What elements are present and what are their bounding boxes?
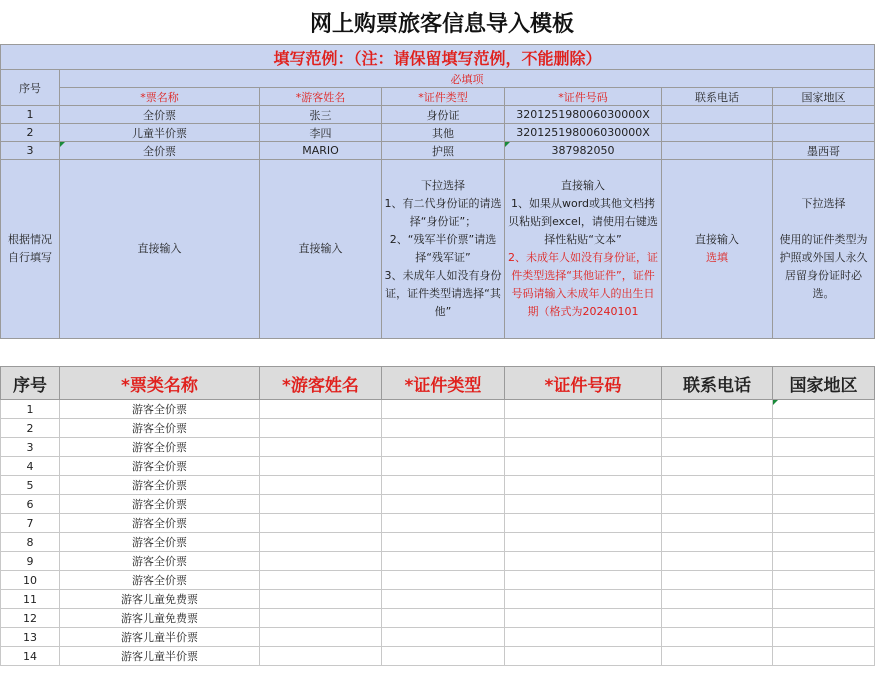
cell-ticket[interactable]: 游客儿童免费票 — [60, 609, 260, 628]
cell-country[interactable] — [773, 457, 875, 476]
example-row — [1, 106, 875, 124]
cell-id-type[interactable] — [382, 495, 505, 514]
cell-name[interactable] — [260, 590, 382, 609]
note-ticket: 直接输入 — [60, 160, 260, 339]
cell-phone[interactable] — [662, 457, 773, 476]
entry-header-ticket: *票类名称 — [60, 367, 260, 400]
cell-seq[interactable]: 14 — [1, 647, 60, 666]
note-seq: 根据情况自行填写 — [1, 160, 60, 339]
cell-country[interactable] — [773, 106, 875, 124]
table-row — [1, 590, 875, 609]
cell-id-type[interactable] — [382, 438, 505, 457]
cell-phone[interactable] — [662, 438, 773, 457]
note-name: 直接输入 — [260, 160, 382, 339]
cell-name[interactable] — [260, 419, 382, 438]
cell-ticket[interactable]: 全价票 — [60, 106, 260, 124]
note-line: 2、“残军半价票”请选择“残军证” — [389, 233, 497, 264]
cell-phone[interactable] — [662, 142, 773, 160]
cell-name[interactable] — [260, 495, 382, 514]
cell-country[interactable] — [773, 495, 875, 514]
example-row — [1, 124, 875, 142]
cell-id-type[interactable] — [382, 533, 505, 552]
cell-seq[interactable]: 12 — [1, 609, 60, 628]
cell-country[interactable] — [773, 590, 875, 609]
note-line: 直接输入 — [695, 233, 739, 246]
cell-country[interactable] — [773, 514, 875, 533]
note-id-type — [382, 160, 505, 339]
note-line: 使用的证件类型为护照或外国人永久居留身份证时必选。 — [779, 233, 868, 300]
cell-country[interactable] — [773, 400, 875, 419]
cell-seq[interactable]: 7 — [1, 514, 60, 533]
cell-id-no[interactable] — [505, 571, 662, 590]
cell-ticket[interactable]: 游客全价票 — [60, 400, 260, 419]
cell-id-no[interactable] — [505, 438, 662, 457]
cell-id-type[interactable] — [382, 647, 505, 666]
cell-id-no[interactable] — [505, 590, 662, 609]
cell-id-type[interactable] — [382, 552, 505, 571]
note-id-no — [505, 160, 662, 339]
cell-id-type[interactable] — [382, 457, 505, 476]
cell-ticket[interactable]: 游客儿童半价票 — [60, 647, 260, 666]
cell-phone[interactable] — [662, 106, 773, 124]
note-line: 1、如果从word或其他文档拷贝粘贴到excel，请使用右键选择性粘贴“文本” — [508, 197, 658, 246]
page-title: 网上购票旅客信息导入模板 — [309, 11, 574, 37]
cell-id-type[interactable] — [382, 609, 505, 628]
cell-id-type[interactable] — [382, 476, 505, 495]
cell-country[interactable]: 墨西哥 — [773, 142, 875, 160]
cell-seq[interactable]: 11 — [1, 590, 60, 609]
cell-name[interactable] — [260, 571, 382, 590]
example-seq-header: 序号 — [1, 70, 60, 106]
cell-seq[interactable]: 3 — [1, 142, 60, 160]
table-row — [1, 571, 875, 590]
entry-header-seq: 序号 — [1, 367, 60, 400]
note-line-red: 2、未成年人如没有身份证，证件类型选择“其他证件”，证件号码请输入未成年人的出生日期（格式为20240101 — [508, 251, 658, 318]
cell-id-type[interactable] — [382, 571, 505, 590]
cell-ticket[interactable]: 游客全价票 — [60, 457, 260, 476]
entry-body — [1, 400, 875, 666]
cell-id-no[interactable] — [505, 628, 662, 647]
cell-name[interactable] — [260, 514, 382, 533]
cell-id-type[interactable] — [382, 419, 505, 438]
cell-name[interactable] — [260, 552, 382, 571]
cell-id-no[interactable]: 320125198006030000X — [505, 124, 662, 142]
cell-country[interactable] — [773, 533, 875, 552]
cell-name[interactable] — [260, 533, 382, 552]
cell-id-no[interactable] — [505, 552, 662, 571]
cell-ticket[interactable]: 游客全价票 — [60, 571, 260, 590]
cell-name[interactable] — [260, 476, 382, 495]
entry-header-row — [1, 367, 875, 400]
cell-country[interactable] — [773, 628, 875, 647]
cell-seq[interactable]: 5 — [1, 476, 60, 495]
example-header-country: 国家地区 — [773, 88, 875, 106]
cell-phone[interactable] — [662, 647, 773, 666]
cell-seq[interactable]: 13 — [1, 628, 60, 647]
cell-phone[interactable] — [662, 552, 773, 571]
cell-id-no[interactable] — [505, 419, 662, 438]
cell-name[interactable] — [260, 628, 382, 647]
note-phone — [662, 160, 773, 339]
table-row — [1, 400, 875, 419]
cell-id-type[interactable] — [382, 400, 505, 419]
entry-header-country: 国家地区 — [773, 367, 875, 400]
cell-country[interactable] — [773, 438, 875, 457]
cell-country[interactable] — [773, 124, 875, 142]
entry-header-phone: 联系电话 — [662, 367, 773, 400]
cell-seq[interactable]: 4 — [1, 457, 60, 476]
cell-name[interactable] — [260, 400, 382, 419]
cell-seq[interactable]: 10 — [1, 571, 60, 590]
note-line: 1、有二代身份证的请选择“身份证”； — [384, 197, 502, 228]
cell-country[interactable] — [773, 419, 875, 438]
cell-phone[interactable] — [662, 476, 773, 495]
cell-id-no[interactable]: 387982050 — [505, 142, 662, 160]
cell-ticket[interactable]: 游客全价票 — [60, 552, 260, 571]
cell-seq[interactable]: 9 — [1, 552, 60, 571]
cell-id-no[interactable] — [505, 647, 662, 666]
notes-row — [1, 160, 875, 339]
example-header-ticket: *票名称 — [60, 88, 260, 106]
cell-ticket[interactable]: 游客全价票 — [60, 476, 260, 495]
cell-seq[interactable]: 1 — [1, 400, 60, 419]
cell-ticket[interactable]: 游客儿童免费票 — [60, 590, 260, 609]
separator-row — [0, 346, 874, 366]
cell-id-no[interactable]: 320125198006030000X — [505, 106, 662, 124]
cell-phone[interactable] — [662, 571, 773, 590]
entry-header-id-type: *证件类型 — [382, 367, 505, 400]
cell-id-type[interactable] — [382, 590, 505, 609]
table-row — [1, 552, 875, 571]
table-row — [1, 609, 875, 628]
cell-ticket[interactable]: 全价票 — [60, 142, 260, 160]
table-row — [1, 457, 875, 476]
cell-id-no[interactable] — [505, 514, 662, 533]
cell-phone[interactable] — [662, 590, 773, 609]
cell-seq[interactable]: 2 — [1, 419, 60, 438]
required-label: 必填项 — [60, 70, 875, 88]
example-row — [1, 142, 875, 160]
cell-phone[interactable] — [662, 124, 773, 142]
table-row — [1, 476, 875, 495]
cell-seq[interactable]: 3 — [1, 438, 60, 457]
example-banner: 填写范例：（注：请保留填写范例，不能删除） — [1, 45, 875, 70]
cell-phone[interactable] — [662, 495, 773, 514]
table-row — [1, 514, 875, 533]
example-table — [0, 44, 875, 339]
table-row — [1, 628, 875, 647]
cell-phone[interactable] — [662, 400, 773, 419]
cell-seq[interactable]: 8 — [1, 533, 60, 552]
cell-id-no[interactable] — [505, 400, 662, 419]
cell-country[interactable] — [773, 552, 875, 571]
entry-table — [0, 366, 875, 666]
cell-name[interactable] — [260, 457, 382, 476]
example-header-id-no: *证件号码 — [505, 88, 662, 106]
cell-name[interactable] — [260, 438, 382, 457]
cell-ticket[interactable]: 游客全价票 — [60, 514, 260, 533]
note-line: 下拉选择 — [801, 197, 846, 210]
cell-ticket[interactable]: 游客全价票 — [60, 438, 260, 457]
cell-country[interactable] — [773, 571, 875, 590]
note-line-red: 选填 — [706, 251, 728, 264]
cell-phone[interactable] — [662, 419, 773, 438]
cell-phone[interactable] — [662, 514, 773, 533]
cell-ticket[interactable]: 游客儿童半价票 — [60, 628, 260, 647]
table-row — [1, 647, 875, 666]
cell-ticket[interactable]: 游客全价票 — [60, 419, 260, 438]
note-line: 3、未成年人如没有身份证，证件类型请选择“其他” — [384, 269, 502, 318]
cell-id-no[interactable] — [505, 609, 662, 628]
cell-id-no[interactable] — [505, 533, 662, 552]
cell-phone[interactable] — [662, 533, 773, 552]
cell-seq[interactable]: 1 — [1, 106, 60, 124]
cell-country[interactable] — [773, 647, 875, 666]
note-country — [773, 160, 875, 339]
cell-id-type[interactable]: 其他 — [382, 124, 505, 142]
example-header-phone: 联系电话 — [662, 88, 773, 106]
cell-seq[interactable]: 2 — [1, 124, 60, 142]
cell-seq[interactable]: 6 — [1, 495, 60, 514]
cell-name[interactable]: 李四 — [260, 124, 382, 142]
cell-name[interactable]: MARIO — [260, 142, 382, 160]
cell-name[interactable] — [260, 647, 382, 666]
entry-header-id-no: *证件号码 — [505, 367, 662, 400]
example-header-name: *游客姓名 — [260, 88, 382, 106]
cell-id-type[interactable]: 护照 — [382, 142, 505, 160]
cell-name[interactable] — [260, 609, 382, 628]
table-row — [1, 438, 875, 457]
example-header-id-type: *证件类型 — [382, 88, 505, 106]
cell-phone[interactable] — [662, 628, 773, 647]
cell-country[interactable] — [773, 476, 875, 495]
note-line: 下拉选择 — [421, 179, 465, 192]
cell-id-no[interactable] — [505, 495, 662, 514]
table-row — [1, 419, 875, 438]
table-row — [1, 495, 875, 514]
cell-country[interactable] — [773, 609, 875, 628]
cell-name[interactable]: 张三 — [260, 106, 382, 124]
cell-id-type[interactable]: 身份证 — [382, 106, 505, 124]
cell-ticket[interactable]: 儿童半价票 — [60, 124, 260, 142]
cell-phone[interactable] — [662, 609, 773, 628]
note-line: 直接输入 — [561, 179, 605, 192]
cell-ticket[interactable]: 游客全价票 — [60, 495, 260, 514]
cell-id-type[interactable] — [382, 628, 505, 647]
cell-id-no[interactable] — [505, 457, 662, 476]
cell-id-no[interactable] — [505, 476, 662, 495]
table-row — [1, 533, 875, 552]
cell-id-type[interactable] — [382, 514, 505, 533]
entry-header-name: *游客姓名 — [260, 367, 382, 400]
cell-ticket[interactable]: 游客全价票 — [60, 533, 260, 552]
